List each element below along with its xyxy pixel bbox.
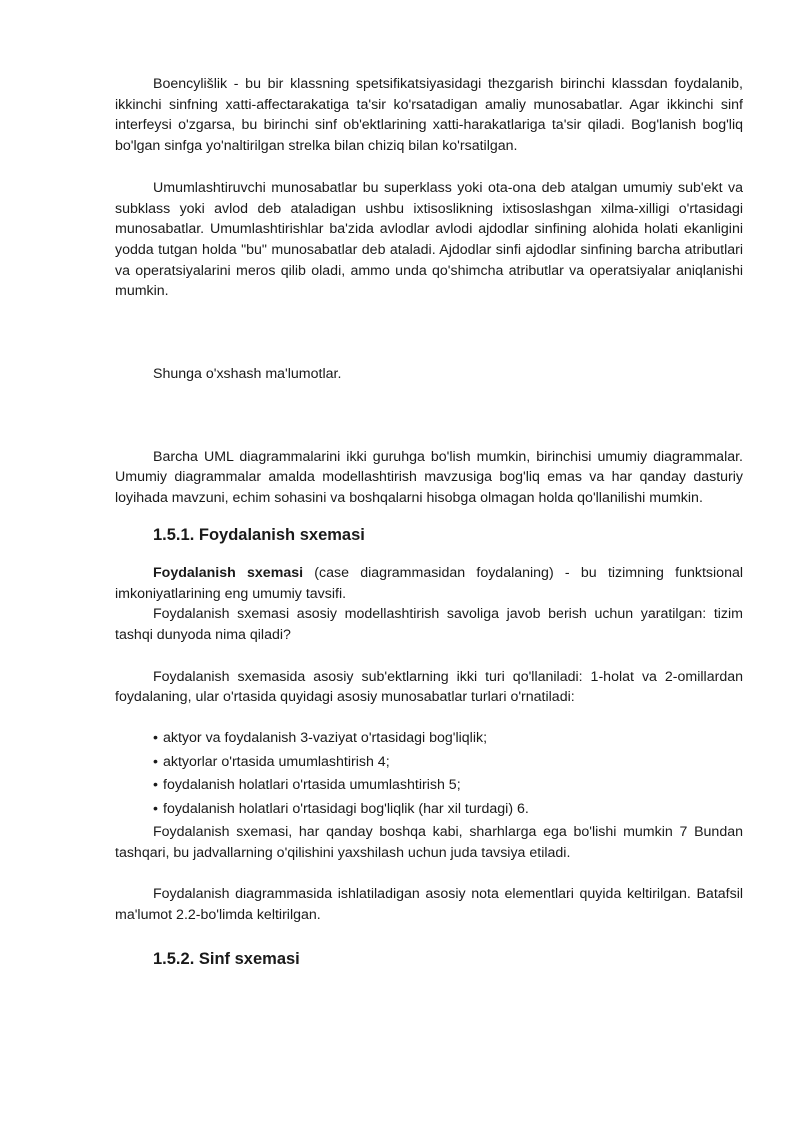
paragraph-uml-groups: Barcha UML diagrammalarini ikki guruhga bo'lish mumkin, birinchisi umumiy diagrammalar. Umumiy diagrammalar amalda modellashtirish mavzusiga bog'liq emas va har qanday dasturiy loyihada mavzuni, echim sohasini va boshqalarni hisobga olmagan holda qo'llanilishi mumkin.	[115, 448, 743, 507]
section-heading-class-diagram: 1.5.2. Sinf sxemasi	[153, 949, 300, 968]
paragraph-dependency: Boencylišlik - bu bir klassning spetsifikatsiyasidagi thezgarish birinchi klassdan foydalanib, ikkinchi sinfning xatti-affectarakatiga ta'sir ko'rsatadigan amaliy munosabatlar. Agar ikkinchi sinf interfeysi o'zgarsa, bu birinchi sinf ob'ektlarining xatti-harakatlariga ta'sir qiladi. Bog'lanish bog'liq bo'lgan sinfga yo'naltirilgan strelka bilan chiziq bilan ko'rsatilgan.	[115, 76, 743, 155]
paragraph-use-case-definition	[115, 563, 743, 604]
paragraph-generalization: Umumlashtiruvchi munosabatlar bu superklass yoki ota-ona deb atalgan umumiy sub'ekt va subklass yoki avlod deb ataladigan ushbu ixtisoslikning ixtisoslashgan xilma-xilligi o'rtasidagi munosabatlar. Umumlashtirishlar ba'zida avlodlar avlodi ajdodlar sinfining alohida holati ekanligini yodda tutgan holda "bu" munosabatlar deb ataladi. Ajdodlar sinfi ajdodlar sinfining barcha atributlari va operatsiyalarini meros qilib oladi, ammo unda qo'shimcha atributlar va operatsiyalar aniqlanishi mumkin.	[115, 179, 743, 300]
bullet-icon: •	[153, 801, 158, 818]
relationship-list	[115, 727, 743, 822]
list-item: • foydalanish holatlari o'rtasidagi bog'liqlik (har xil turdagi) 6.	[153, 798, 743, 822]
paragraph-use-case-entities: Foydalanish sxemasida asosiy sub'ektlarning ikki turi qo'llaniladi: 1-holat va 2-omillardan foydalaning, ular o'rtasida quyidagi asosiy munosabatlar turlari o'rnatiladi:	[115, 668, 743, 706]
paragraph-comments: Foydalanish sxemasi, har qanday boshqa kabi, sharhlarga ega bo'lishi mumkin 7 Bundan tashqari, bu jadvallarning o'qilishini yaxshilash uchun juda tavsiya etiladi.	[115, 823, 743, 861]
list-item: • aktyor va foydalanish 3-vaziyat o'rtasidagi bog'liqlik;	[153, 727, 743, 751]
list-item: • foydalanish holatlari o'rtasida umumlashtirish 5;	[153, 774, 743, 798]
paragraph-notation: Foydalanish diagrammasida ishlatiladigan asosiy nota elementlari quyida keltirilgan. Batafsil ma'lumot 2.2-bo'limda keltirilgan.	[115, 886, 743, 923]
paragraph-use-case-purpose: Foydalanish sxemasi asosiy modellashtirish savoliga javob berish uchun yaratilgan: tizim tashqi dunyoda nima qiladi?	[115, 606, 743, 643]
definition-text: (case diagrammasidan foydalaning) - bu tizimning funktsional imkoniyatlarining eng umumiy tavsifi.	[115, 564, 743, 602]
bullet-icon: •	[153, 753, 158, 770]
section-heading-use-case: 1.5.1. Foydalanish sxemasi	[153, 525, 365, 544]
document-body	[115, 74, 743, 971]
paragraph-similar-data: Shunga o'xshash ma'lumotlar.	[153, 366, 342, 383]
term-use-case: Foydalanish sxemasi	[153, 564, 304, 581]
bullet-icon: •	[153, 777, 158, 794]
list-item: • aktyorlar o'rtasida umumlashtirish 4;	[153, 751, 743, 775]
bullet-icon: •	[153, 730, 158, 747]
